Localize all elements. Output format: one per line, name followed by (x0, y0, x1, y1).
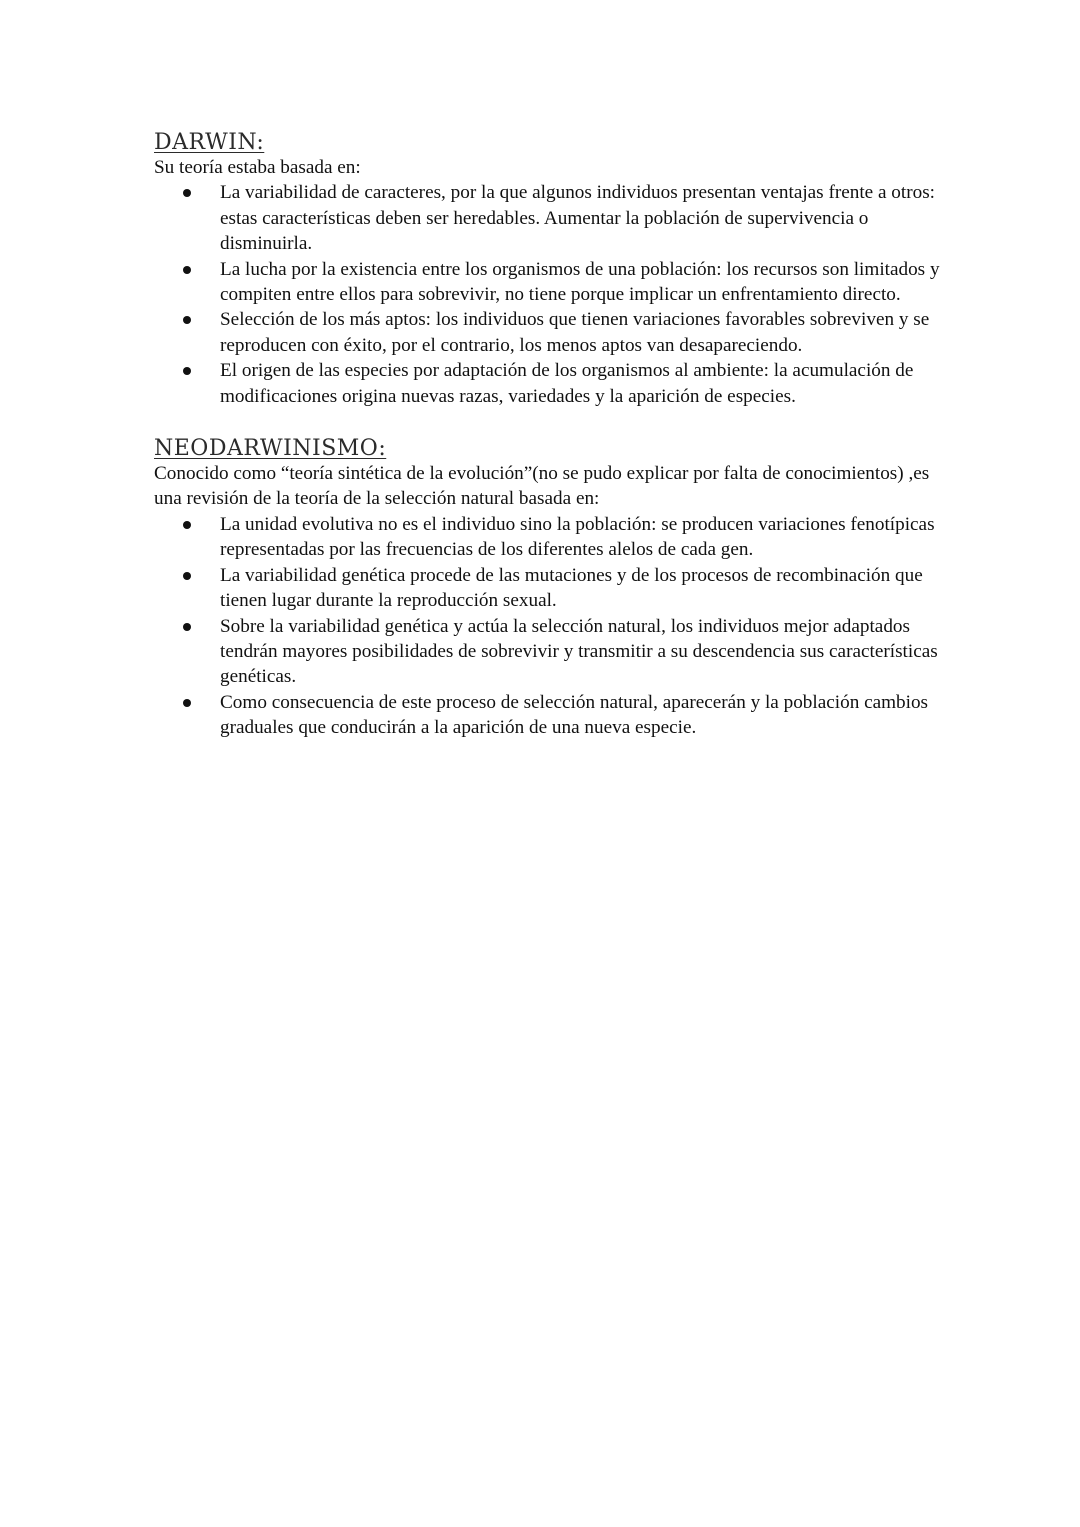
darwin-list (154, 180, 944, 409)
bullet-icon (183, 266, 191, 274)
bullet-icon (183, 699, 191, 707)
list-item (220, 307, 944, 358)
section-darwin (154, 130, 944, 409)
list-item (220, 690, 944, 741)
bullet-icon (183, 572, 191, 580)
list-item (220, 358, 944, 409)
list-item-text: El origen de las especies por adaptación de los organismos al ambiente: la acumulación de modificaciones origina nuevas razas, variedades y la aparición de especies. (220, 360, 914, 407)
bullet-icon (183, 521, 191, 529)
list-item (220, 614, 944, 690)
neodarwinismo-list (154, 512, 944, 741)
bullet-icon (183, 316, 191, 324)
list-item-text: Selección de los más aptos: los individuos que tienen variaciones favorables sobreviven y se reproducen con éxito, por el contrario, los menos aptos van desapareciendo. (220, 309, 930, 356)
darwin-heading: DARWIN: (154, 130, 265, 155)
list-item-text: La variabilidad de caracteres, por la que algunos individuos presentan ventajas frente a otros: estas características deben ser heredables. Aumentar la población de supervivencia o disminuirla. (220, 182, 935, 255)
list-item (220, 512, 944, 563)
section-neodarwinismo (154, 436, 944, 740)
list-item-text: Como consecuencia de este proceso de selección natural, aparecerán y la población cambios graduales que conducirán a la aparición de una nueva especie. (220, 691, 929, 739)
list-item-text: La lucha por la existencia entre los organismos de una población: los recursos son limitados y compiten entre ellos para sobrevivir, no tiene porque implicar un enfrentamiento directo. (220, 258, 940, 306)
bullet-icon (183, 367, 191, 375)
list-item-text: Sobre la variabilidad genética y actúa la selección natural, los individuos mejor adaptados tendrán mayores posibilidades de sobrevivir y transmitir a su descendencia sus características genéticas. (220, 615, 938, 688)
document-page (154, 130, 944, 741)
darwin-intro: Su teoría estaba basada en: (154, 157, 361, 178)
list-item (220, 180, 944, 256)
list-item (220, 563, 944, 614)
list-item (220, 257, 944, 308)
list-item-text: La variabilidad genética procede de las mutaciones y de los procesos de recombinación que tienen lugar durante la reproducción sexual. (220, 564, 923, 612)
bullet-icon (183, 623, 191, 631)
neodarwinismo-intro: Conocido como “teoría sintética de la evolución”(no se pudo explicar por falta de conocimientos) ,es una revisión de la teoría de la selección natural basada en: (154, 463, 930, 510)
list-item-text: La unidad evolutiva no es el individuo sino la población: se producen variaciones fenotípicas representadas por las frecuencias de los diferentes alelos de cada gen. (220, 513, 935, 561)
neodarwinismo-heading: NEODARWINISMO: (154, 436, 387, 462)
bullet-icon (183, 189, 191, 197)
